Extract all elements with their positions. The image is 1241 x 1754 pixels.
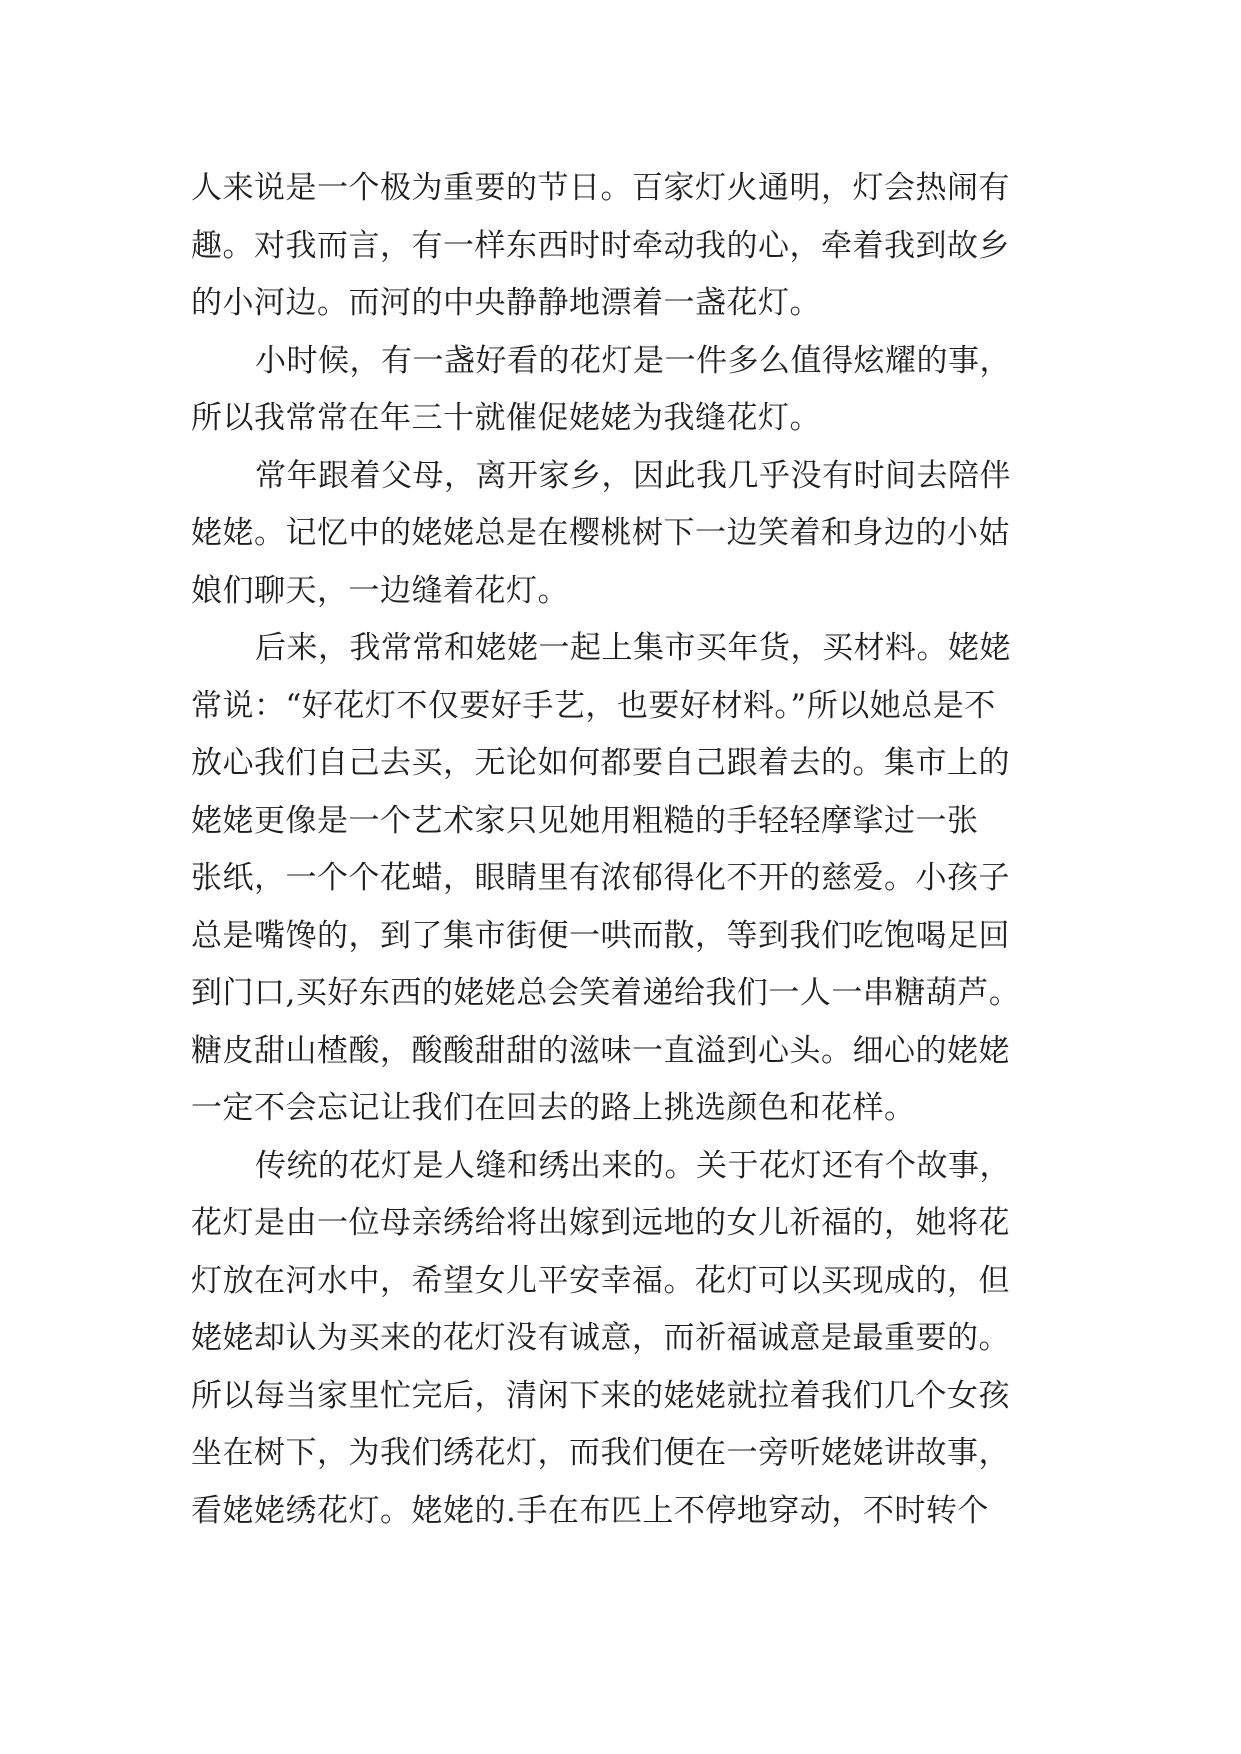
- text-line: 姥姥更像是一个艺术家只见她用粗糙的手轻轻摩挲过一张: [191, 802, 979, 839]
- paragraph-first-line: 传统的花灯是人缝和绣出来的。关于花灯还有个故事，: [255, 1147, 1011, 1184]
- paragraph-first-line: 后来，我常常和姥姥一起上集市买年货，买材料。姥姥: [255, 630, 1011, 666]
- text-line: 放心我们自己去买，无论如何都要自己跟着去的。集市上的: [191, 745, 1010, 781]
- text-line: 灯放在河水中，希望女儿平安幸福。花灯可以买现成的，但: [191, 1262, 1010, 1299]
- text-line: 张纸，一个个花蜡，眼睛里有浓郁得化不开的慈爱。小孩子: [191, 860, 1010, 896]
- text-line: 姥姥。记忆中的姥姥总是在樱桃树下一边笑着和身边的小姑: [191, 515, 1010, 551]
- text-line: 总是嘴馋的，到了集市街便一哄而散，等到我们吃饱喝足回: [191, 917, 1010, 954]
- text-line: 到门口,买好东西的姥姥总会笑着递给我们一人一串糖葫芦。: [191, 975, 1021, 1011]
- text-line: 糖皮甜山楂酸，酸酸甜甜的滋味一直溢到心头。细心的姥姥: [191, 1032, 1010, 1069]
- text-line: 常说：“好花灯不仅要好手艺，也要好材料。”所以她总是不: [191, 687, 996, 724]
- text-line: 姥姥却认为买来的花灯没有诚意，而祈福诚意是最重要的。: [191, 1320, 1010, 1356]
- text-line: 所以每当家里忙完后，清闲下来的姥姥就拉着我们几个女孩: [191, 1377, 1010, 1414]
- text-line: 娘们聊天，一边缝着花灯。: [191, 572, 569, 609]
- text-line: 花灯是由一位母亲绣给将出嫁到远地的女儿祈福的，她将花: [191, 1205, 1010, 1241]
- text-line: 看姥姥绣花灯。姥姥的.手在布匹上不停地穿动，不时转个: [191, 1492, 989, 1529]
- text-line: 的小河边。而河的中央静静地漂着一盏花灯。: [191, 285, 821, 321]
- text-line: 趣。对我而言，有一样东西时时牵动我的心，牵着我到故乡: [191, 227, 1010, 264]
- text-line: 一定不会忘记让我们在回去的路上挑选颜色和花样。: [191, 1090, 916, 1126]
- text-line: 所以我常常在年三十就催促姥姥为我缝花灯。: [191, 400, 821, 436]
- essay-text: [191, 160, 1071, 1540]
- text-line: 坐在树下，为我们绣花灯，而我们便在一旁听姥姥讲故事，: [191, 1435, 1010, 1471]
- text-line: 人来说是一个极为重要的节日。百家灯火通明，灯会热闹有: [191, 170, 1010, 206]
- paragraph-first-line: 常年跟着父母，离开家乡，因此我几乎没有时间去陪伴: [255, 457, 1011, 494]
- paragraph-first-line: 小时候，有一盏好看的花灯是一件多么值得炫耀的事，: [255, 342, 1011, 379]
